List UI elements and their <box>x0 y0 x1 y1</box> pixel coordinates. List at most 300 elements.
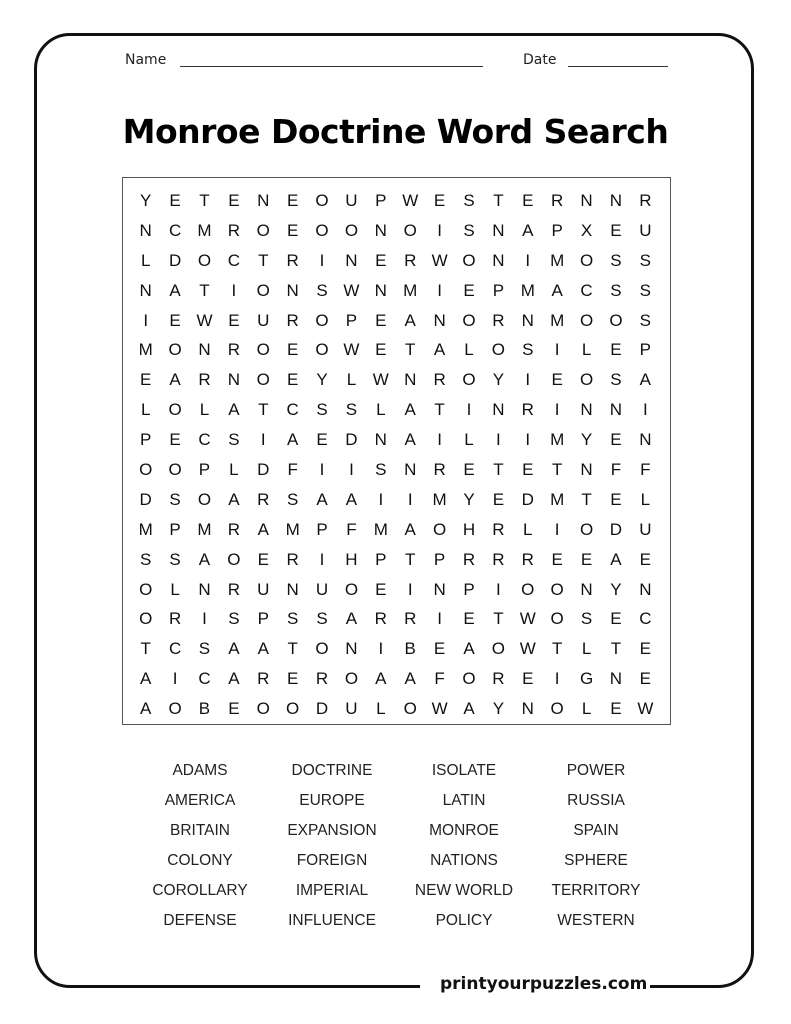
grid-cell[interactable]: I <box>319 250 325 270</box>
grid-cell[interactable]: T <box>551 639 563 659</box>
grid-cell[interactable]: N <box>286 579 299 599</box>
grid-cell[interactable]: E <box>610 609 622 629</box>
grid-cell[interactable]: C <box>168 220 182 240</box>
grid-cell[interactable]: R <box>404 609 417 629</box>
grid-cell[interactable]: O <box>168 699 182 719</box>
grid-cell[interactable]: I <box>231 280 237 300</box>
grid-cell[interactable]: O <box>315 220 329 240</box>
grid-cell[interactable]: O <box>256 220 270 240</box>
grid-cell[interactable]: E <box>522 669 534 689</box>
grid-cell[interactable]: L <box>464 430 474 450</box>
grid-cell[interactable]: F <box>346 519 357 539</box>
grid-cell[interactable]: O <box>168 340 182 360</box>
grid-cell[interactable]: G <box>579 669 594 689</box>
grid-cell[interactable]: E <box>463 280 475 300</box>
grid-cell[interactable]: E <box>228 699 240 719</box>
grid-cell[interactable]: E <box>639 549 651 569</box>
grid-cell[interactable]: I <box>554 400 560 420</box>
grid-cell[interactable]: A <box>433 340 446 360</box>
grid-cell[interactable]: I <box>554 669 560 689</box>
grid-cell[interactable]: N <box>580 460 593 480</box>
grid-cell[interactable]: E <box>433 639 446 659</box>
grid-cell[interactable]: N <box>374 430 387 450</box>
grid-cell[interactable]: T <box>610 639 622 659</box>
grid-cell[interactable]: E <box>610 220 622 240</box>
grid-cell[interactable]: M <box>285 519 300 539</box>
grid-cell[interactable]: T <box>551 460 563 480</box>
grid-cell[interactable]: U <box>257 579 270 599</box>
grid-cell[interactable]: E <box>433 191 446 210</box>
grid-cell[interactable]: A <box>610 549 622 569</box>
grid-cell[interactable]: P <box>345 310 358 330</box>
grid-cell[interactable]: F <box>640 460 651 480</box>
grid-cell[interactable]: R <box>492 519 505 539</box>
grid-cell[interactable]: L <box>581 639 592 659</box>
grid-cell[interactable]: E <box>169 430 181 450</box>
grid-cell[interactable]: E <box>610 430 622 450</box>
grid-cell[interactable]: D <box>521 489 534 509</box>
grid-cell[interactable]: S <box>169 489 181 509</box>
grid-cell[interactable]: A <box>140 699 152 719</box>
grid-cell[interactable]: N <box>227 370 240 390</box>
grid-cell[interactable]: T <box>493 609 504 629</box>
grid-cell[interactable]: W <box>343 280 360 300</box>
grid-cell[interactable]: A <box>639 370 651 390</box>
grid-cell[interactable]: T <box>199 191 210 210</box>
grid-cell[interactable]: T <box>258 250 269 270</box>
grid-cell[interactable]: R <box>521 400 534 420</box>
grid-cell[interactable]: C <box>580 280 593 300</box>
grid-cell[interactable]: E <box>375 579 387 599</box>
grid-cell[interactable]: L <box>523 519 533 539</box>
grid-cell[interactable]: O <box>579 310 594 330</box>
grid-cell[interactable]: O <box>168 460 182 480</box>
grid-cell[interactable]: E <box>522 460 534 480</box>
grid-cell[interactable]: D <box>609 519 623 539</box>
grid-cell[interactable]: S <box>198 639 211 659</box>
grid-cell[interactable]: O <box>550 609 564 629</box>
grid-cell[interactable]: S <box>316 280 328 300</box>
grid-cell[interactable]: E <box>551 370 563 390</box>
grid-cell[interactable]: E <box>257 549 269 569</box>
grid-cell[interactable]: M <box>550 310 565 330</box>
grid-cell[interactable]: E <box>228 191 240 210</box>
grid-cell[interactable]: E <box>228 310 240 330</box>
grid-cell[interactable]: A <box>257 639 269 659</box>
grid-cell[interactable]: O <box>344 579 359 599</box>
grid-cell[interactable]: L <box>640 489 651 509</box>
grid-cell[interactable]: Y <box>492 699 505 719</box>
grid-cell[interactable]: S <box>286 609 299 629</box>
grid-cell[interactable]: R <box>315 669 329 689</box>
grid-cell[interactable]: N <box>257 191 270 210</box>
grid-cell[interactable]: F <box>610 460 622 480</box>
grid-cell[interactable]: A <box>257 519 269 539</box>
grid-cell[interactable]: E <box>492 489 505 509</box>
grid-cell[interactable]: E <box>375 310 387 330</box>
grid-cell[interactable]: N <box>345 250 358 270</box>
grid-cell[interactable]: S <box>610 280 622 300</box>
grid-cell[interactable]: U <box>257 310 270 330</box>
grid-cell[interactable]: I <box>202 609 207 629</box>
grid-cell[interactable]: P <box>551 220 563 240</box>
grid-cell[interactable]: N <box>492 220 505 240</box>
grid-cell[interactable]: E <box>286 191 299 210</box>
grid-cell[interactable]: P <box>433 549 446 569</box>
grid-cell[interactable]: I <box>496 430 501 450</box>
grid-cell[interactable]: Y <box>463 489 475 509</box>
grid-cell[interactable]: R <box>227 579 240 599</box>
grid-cell[interactable]: E <box>169 191 181 210</box>
grid-cell[interactable]: X <box>580 220 593 240</box>
grid-cell[interactable]: E <box>286 370 299 390</box>
grid-cell[interactable]: M <box>197 220 212 240</box>
grid-cell[interactable]: N <box>580 191 593 210</box>
grid-cell[interactable]: D <box>168 250 182 270</box>
grid-cell[interactable]: E <box>463 609 475 629</box>
grid-cell[interactable]: I <box>525 250 531 270</box>
grid-cell[interactable]: I <box>525 370 531 390</box>
grid-cell[interactable]: I <box>319 549 325 569</box>
grid-cell[interactable]: P <box>639 340 651 360</box>
grid-cell[interactable]: Y <box>610 579 622 599</box>
grid-cell[interactable]: P <box>140 430 152 450</box>
grid-cell[interactable]: E <box>375 340 387 360</box>
grid-cell[interactable]: A <box>316 489 328 509</box>
grid-cell[interactable]: P <box>169 519 181 539</box>
grid-cell[interactable]: A <box>345 489 358 509</box>
grid-cell[interactable]: O <box>168 400 182 420</box>
grid-cell[interactable]: N <box>521 699 534 719</box>
grid-cell[interactable]: R <box>492 549 505 569</box>
grid-cell[interactable]: N <box>139 220 152 240</box>
grid-cell[interactable]: T <box>493 460 504 480</box>
grid-cell[interactable]: A <box>140 669 152 689</box>
grid-cell[interactable]: R <box>492 310 505 330</box>
grid-cell[interactable]: W <box>196 310 213 330</box>
grid-cell[interactable]: O <box>462 250 476 270</box>
grid-cell[interactable]: O <box>197 250 212 270</box>
grid-cell[interactable]: O <box>491 340 505 360</box>
grid-cell[interactable]: E <box>610 489 622 509</box>
grid-cell[interactable]: L <box>346 370 357 390</box>
grid-cell[interactable]: R <box>374 609 387 629</box>
grid-cell[interactable]: R <box>286 310 299 330</box>
grid-cell[interactable]: M <box>138 340 153 360</box>
grid-cell[interactable]: L <box>581 699 592 719</box>
grid-cell[interactable]: O <box>550 579 564 599</box>
grid-cell[interactable]: P <box>257 609 269 629</box>
grid-cell[interactable]: R <box>257 489 270 509</box>
grid-cell[interactable]: N <box>492 250 505 270</box>
grid-cell[interactable]: O <box>256 340 270 360</box>
grid-cell[interactable]: N <box>139 280 152 300</box>
grid-cell[interactable]: O <box>139 579 153 599</box>
grid-cell[interactable]: L <box>140 250 151 270</box>
grid-cell[interactable]: I <box>554 340 560 360</box>
grid-cell[interactable]: O <box>139 460 153 480</box>
grid-cell[interactable]: U <box>345 699 358 719</box>
grid-cell[interactable]: M <box>550 430 565 450</box>
grid-cell[interactable]: I <box>554 519 560 539</box>
grid-cell[interactable]: E <box>610 699 622 719</box>
grid-cell[interactable]: M <box>403 280 418 300</box>
grid-cell[interactable]: E <box>286 669 299 689</box>
grid-cell[interactable]: R <box>433 370 446 390</box>
grid-cell[interactable]: P <box>492 280 505 300</box>
grid-cell[interactable]: N <box>609 191 623 210</box>
grid-cell[interactable]: N <box>345 639 358 659</box>
grid-cell[interactable]: C <box>227 250 240 270</box>
grid-cell[interactable]: O <box>550 699 564 719</box>
grid-cell[interactable]: I <box>172 669 178 689</box>
grid-cell[interactable]: T <box>199 280 210 300</box>
grid-cell[interactable]: E <box>463 460 475 480</box>
grid-cell[interactable]: I <box>378 489 384 509</box>
grid-cell[interactable]: W <box>372 370 389 390</box>
grid-cell[interactable]: L <box>199 400 210 420</box>
grid-cell[interactable]: C <box>198 669 211 689</box>
grid-cell[interactable]: N <box>492 400 505 420</box>
grid-cell[interactable]: I <box>466 400 472 420</box>
grid-cell[interactable]: M <box>520 280 535 300</box>
grid-cell[interactable]: P <box>316 519 328 539</box>
grid-cell[interactable]: O <box>579 250 594 270</box>
grid-cell[interactable]: O <box>432 519 447 539</box>
grid-cell[interactable]: O <box>521 579 535 599</box>
grid-cell[interactable]: N <box>433 310 446 330</box>
grid-cell[interactable]: W <box>519 639 536 659</box>
grid-cell[interactable]: S <box>463 220 475 240</box>
grid-cell[interactable]: I <box>437 609 442 629</box>
grid-cell[interactable]: N <box>198 340 211 360</box>
grid-cell[interactable]: M <box>197 519 212 539</box>
grid-cell[interactable]: O <box>286 699 300 719</box>
grid-cell[interactable]: A <box>228 400 240 420</box>
grid-cell[interactable]: S <box>639 250 651 270</box>
grid-cell[interactable]: O <box>227 549 241 569</box>
grid-cell[interactable]: N <box>521 310 534 330</box>
grid-cell[interactable]: T <box>581 489 592 509</box>
grid-cell[interactable]: E <box>551 549 563 569</box>
grid-cell[interactable]: O <box>315 340 329 360</box>
grid-cell[interactable]: D <box>257 460 270 480</box>
grid-cell[interactable]: N <box>580 579 593 599</box>
grid-cell[interactable]: C <box>639 609 652 629</box>
grid-cell[interactable]: O <box>256 280 270 300</box>
grid-cell[interactable]: S <box>639 310 651 330</box>
grid-cell[interactable]: L <box>229 460 239 480</box>
grid-cell[interactable]: I <box>437 220 442 240</box>
grid-cell[interactable]: C <box>286 400 299 420</box>
grid-cell[interactable]: R <box>521 549 534 569</box>
grid-cell[interactable]: D <box>315 699 329 719</box>
grid-cell[interactable]: I <box>349 460 354 480</box>
grid-cell[interactable]: E <box>169 310 181 330</box>
grid-cell[interactable]: N <box>374 280 387 300</box>
grid-cell[interactable]: S <box>228 609 240 629</box>
grid-cell[interactable]: B <box>404 639 416 659</box>
grid-cell[interactable]: A <box>404 310 416 330</box>
grid-cell[interactable]: W <box>431 250 448 270</box>
grid-cell[interactable]: Y <box>492 370 505 390</box>
grid-cell[interactable]: N <box>404 460 417 480</box>
grid-cell[interactable]: O <box>256 370 270 390</box>
grid-cell[interactable]: W <box>637 699 654 719</box>
grid-cell[interactable]: S <box>316 400 328 420</box>
grid-cell[interactable]: U <box>639 220 652 240</box>
grid-cell[interactable]: T <box>434 400 445 420</box>
grid-cell[interactable]: S <box>463 191 475 210</box>
grid-cell[interactable]: O <box>462 370 476 390</box>
grid-cell[interactable]: P <box>463 579 475 599</box>
grid-cell[interactable]: M <box>138 519 153 539</box>
grid-cell[interactable]: A <box>286 430 299 450</box>
grid-cell[interactable]: E <box>639 669 651 689</box>
grid-cell[interactable]: N <box>639 430 652 450</box>
grid-cell[interactable]: S <box>610 250 622 270</box>
grid-cell[interactable]: S <box>286 489 299 509</box>
grid-cell[interactable]: A <box>228 489 240 509</box>
grid-cell[interactable]: S <box>228 430 240 450</box>
grid-cell[interactable]: N <box>580 400 593 420</box>
grid-cell[interactable]: I <box>525 430 531 450</box>
grid-cell[interactable]: R <box>227 220 240 240</box>
grid-cell[interactable]: R <box>257 669 270 689</box>
grid-cell[interactable]: W <box>343 340 360 360</box>
grid-cell[interactable]: C <box>168 639 182 659</box>
grid-cell[interactable]: I <box>319 460 325 480</box>
grid-cell[interactable]: Y <box>580 430 593 450</box>
grid-cell[interactable]: E <box>316 430 328 450</box>
grid-cell[interactable]: T <box>287 639 298 659</box>
grid-cell[interactable]: N <box>374 220 387 240</box>
grid-cell[interactable]: T <box>258 400 269 420</box>
grid-cell[interactable]: S <box>639 280 651 300</box>
grid-cell[interactable]: A <box>228 669 240 689</box>
grid-cell[interactable]: M <box>432 489 447 509</box>
grid-cell[interactable]: A <box>169 370 181 390</box>
grid-cell[interactable]: P <box>198 460 211 480</box>
grid-cell[interactable]: S <box>169 549 181 569</box>
grid-cell[interactable]: I <box>260 430 266 450</box>
grid-cell[interactable]: E <box>286 340 299 360</box>
grid-cell[interactable]: F <box>434 669 445 689</box>
grid-cell[interactable]: I <box>437 430 442 450</box>
grid-cell[interactable]: O <box>579 519 594 539</box>
grid-cell[interactable]: S <box>610 370 622 390</box>
grid-cell[interactable]: R <box>227 519 240 539</box>
grid-cell[interactable]: N <box>198 579 211 599</box>
grid-cell[interactable]: T <box>405 340 416 360</box>
grid-cell[interactable]: W <box>402 191 419 210</box>
grid-cell[interactable]: N <box>609 669 623 689</box>
grid-cell[interactable]: I <box>378 639 384 659</box>
grid-cell[interactable]: I <box>642 400 648 420</box>
grid-cell[interactable]: O <box>403 220 417 240</box>
grid-cell[interactable]: A <box>345 609 358 629</box>
grid-cell[interactable]: L <box>376 400 386 420</box>
grid-cell[interactable]: T <box>493 191 504 210</box>
grid-cell[interactable]: O <box>197 489 212 509</box>
grid-cell[interactable]: N <box>609 400 623 420</box>
grid-cell[interactable]: E <box>375 250 387 270</box>
grid-cell[interactable]: I <box>407 579 413 599</box>
grid-cell[interactable]: U <box>315 579 329 599</box>
grid-cell[interactable]: T <box>405 549 416 569</box>
grid-cell[interactable]: A <box>169 280 181 300</box>
grid-cell[interactable]: C <box>198 430 211 450</box>
grid-cell[interactable]: A <box>522 220 534 240</box>
grid-cell[interactable]: R <box>551 191 564 210</box>
grid-cell[interactable]: N <box>639 579 652 599</box>
grid-cell[interactable]: O <box>462 310 476 330</box>
grid-cell[interactable]: O <box>609 310 623 330</box>
grid-cell[interactable]: T <box>140 639 151 659</box>
grid-cell[interactable]: O <box>403 699 417 719</box>
grid-cell[interactable]: R <box>462 549 476 569</box>
grid-cell[interactable]: A <box>228 639 240 659</box>
grid-cell[interactable]: A <box>404 669 416 689</box>
grid-cell[interactable]: U <box>345 191 358 210</box>
grid-cell[interactable]: L <box>581 340 592 360</box>
grid-cell[interactable]: E <box>522 191 534 210</box>
grid-cell[interactable]: N <box>433 579 446 599</box>
grid-cell[interactable]: O <box>315 639 329 659</box>
grid-cell[interactable]: R <box>286 250 299 270</box>
grid-cell[interactable]: D <box>139 489 152 509</box>
grid-cell[interactable]: O <box>344 220 359 240</box>
grid-cell[interactable]: E <box>610 340 622 360</box>
grid-cell[interactable]: N <box>286 280 299 300</box>
grid-cell[interactable]: E <box>580 549 593 569</box>
grid-cell[interactable]: I <box>407 489 413 509</box>
grid-cell[interactable]: S <box>316 609 328 629</box>
grid-cell[interactable]: E <box>140 370 152 390</box>
grid-cell[interactable]: O <box>315 191 329 210</box>
grid-cell[interactable]: A <box>551 280 563 300</box>
grid-cell[interactable]: A <box>463 699 475 719</box>
grid-cell[interactable]: O <box>256 699 270 719</box>
grid-cell[interactable]: A <box>404 519 416 539</box>
grid-cell[interactable]: P <box>375 549 387 569</box>
grid-cell[interactable]: W <box>519 609 536 629</box>
grid-cell[interactable]: S <box>580 609 593 629</box>
grid-cell[interactable]: L <box>464 340 474 360</box>
grid-cell[interactable]: L <box>170 579 180 599</box>
name-field-line[interactable] <box>180 66 483 67</box>
grid-cell[interactable]: O <box>139 609 153 629</box>
grid-cell[interactable]: R <box>227 340 240 360</box>
grid-cell[interactable]: O <box>315 310 329 330</box>
grid-cell[interactable]: A <box>198 549 211 569</box>
grid-cell[interactable]: O <box>344 669 359 689</box>
grid-cell[interactable]: O <box>579 370 594 390</box>
grid-cell[interactable]: F <box>287 460 298 480</box>
grid-cell[interactable]: H <box>345 549 358 569</box>
grid-cell[interactable]: R <box>492 669 505 689</box>
grid-cell[interactable]: A <box>463 639 475 659</box>
grid-cell[interactable]: M <box>550 250 565 270</box>
grid-cell[interactable]: R <box>286 549 299 569</box>
grid-cell[interactable]: R <box>639 191 652 210</box>
grid-cell[interactable]: R <box>404 250 417 270</box>
grid-cell[interactable]: H <box>462 519 476 539</box>
grid-cell[interactable]: M <box>373 519 388 539</box>
grid-cell[interactable]: L <box>376 699 386 719</box>
grid-cell[interactable]: S <box>345 400 358 420</box>
grid-cell[interactable]: S <box>140 549 152 569</box>
